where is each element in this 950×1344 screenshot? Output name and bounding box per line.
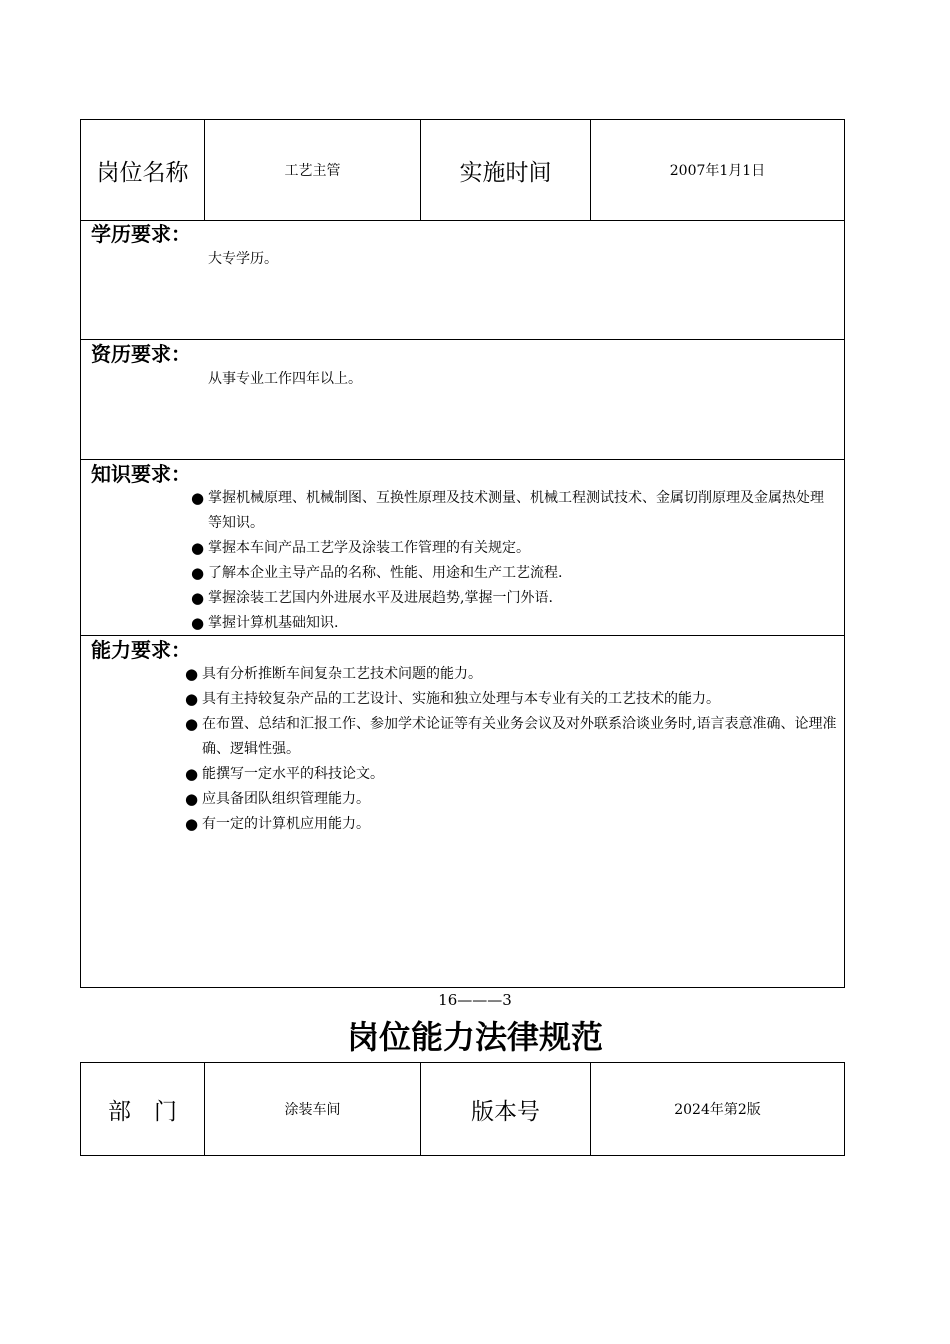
experience-text: 从事专业工作四年以上。 [208,371,362,387]
bullet-icon: ● [191,614,205,632]
list-item-text: 掌握机械原理、机械制图、互换性原理及技术测量、机械工程测试技术、金属切削原理及金属热处理等知识。 [208,490,824,531]
list-item-text: 在布置、总结和汇报工作、参加学术论证等有关业务会议及对外联系洽谈业务时,语言表意准确、论理准确、逻辑性强。 [202,716,837,757]
list-item [185,812,840,837]
job-spec-table [80,119,845,988]
document-title: 岗位能力法律规范 [346,1018,603,1056]
education-title: 学历要求： [91,222,191,246]
ability-section [81,636,844,988]
document-info-table [80,1062,845,1156]
list-item-text: 能撰写一定水平的科技论文。 [202,766,384,782]
ability-list [185,662,840,837]
education-section [81,220,844,340]
knowledge-title: 知识要求： [91,462,191,486]
list-item [185,662,840,687]
list-item [191,561,831,586]
table-header-row [81,120,844,221]
list-item [191,486,831,536]
list-item-text: 具有主持较复杂产品的工艺设计、实施和独立处理与本专业有关的工艺技术的能力。 [202,691,720,707]
post-name-value: 工艺主管 [205,120,421,220]
bullet-icon: ● [191,489,205,507]
post-name-label: 岗位名称 [81,120,205,220]
bullet-icon: ● [185,790,199,808]
bullet-icon: ● [185,715,199,733]
bullet-icon: ● [191,539,205,557]
list-item [185,762,840,787]
list-item-text: 应具备团队组织管理能力。 [202,791,370,807]
knowledge-section [81,460,844,636]
list-item [185,787,840,812]
bullet-icon: ● [191,589,205,607]
list-item-text: 具有分析推断车间复杂工艺技术问题的能力。 [202,666,482,682]
list-item [191,586,831,611]
document-info-row [81,1063,844,1155]
bullet-icon: ● [185,815,199,833]
bullet-icon: ● [185,690,199,708]
department-label: 部 门 [81,1063,205,1155]
list-item-text: 掌握涂装工艺国内外进展水平及进展趋势,掌握一门外语. [208,590,553,606]
list-item [191,536,831,561]
list-item [191,611,831,636]
effective-date-label: 实施时间 [421,120,591,220]
experience-section [81,340,844,460]
effective-date-value: 2007年1月1日 [669,163,766,179]
list-item-text: 掌握计算机基础知识. [208,615,339,631]
list-item [185,687,840,712]
knowledge-list [191,486,831,636]
page-number: 16———3 [438,991,512,1009]
version-label: 版本号 [421,1063,591,1155]
list-item-text: 掌握本车间产品工艺学及涂装工作管理的有关规定。 [208,540,530,556]
version-value: 2024年第2版 [674,1102,761,1118]
list-item-text: 了解本企业主导产品的名称、性能、用途和生产工艺流程. [208,565,563,581]
bullet-icon: ● [185,765,199,783]
list-item [185,712,840,762]
experience-title: 资历要求： [91,342,191,366]
department-value: 涂装车间 [205,1063,421,1155]
ability-title: 能力要求： [91,638,191,662]
bullet-icon: ● [191,564,205,582]
bullet-icon: ● [185,665,199,683]
list-item-text: 有一定的计算机应用能力。 [202,816,370,832]
education-text: 大专学历。 [208,251,278,267]
